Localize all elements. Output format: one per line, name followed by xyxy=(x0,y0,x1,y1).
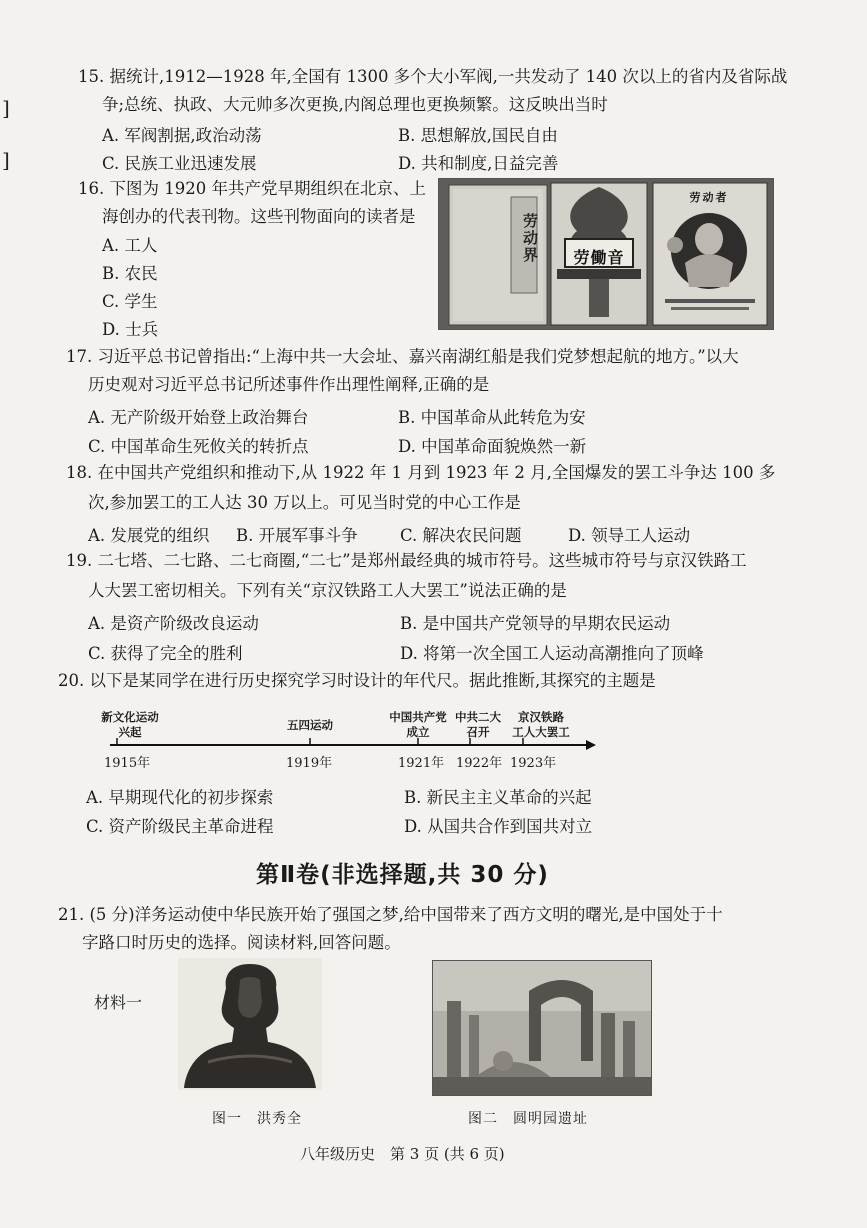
question-15-stem-line2: 争;总统、执政、大元帅多次更换,内阁总理也更换频繁。这反映出当时 xyxy=(102,95,608,114)
question-17-option-b[interactable]: B. 中国革命从此转危为安 xyxy=(398,408,586,427)
question-19-option-b[interactable]: B. 是中国共产党领导的早期农民运动 xyxy=(400,614,671,633)
question-15-option-d[interactable]: D. 共和制度,日益完善 xyxy=(398,154,559,173)
timeline-event-label: 工人大罢工 xyxy=(512,725,570,739)
question-16-stem-line1: 16. 下图为 1920 年共产党早期组织在北京、上 xyxy=(78,179,426,198)
question-20-option-a[interactable]: A. 早期现代化的初步探索 xyxy=(86,788,274,807)
timeline-event-1923 xyxy=(500,710,582,740)
question-17-stem-line1: 17. 习近平总书记曾指出:“上海中共一大会址、嘉兴南湖红船是我们党梦想起航的地方。”以大 xyxy=(66,347,739,366)
question-20-option-c[interactable]: C. 资产阶级民主革命进程 xyxy=(86,817,274,836)
question-19-stem-line1: 19. 二七塔、二七路、二七商圈,“二七”是郑州最经典的城市符号。这些城市符号与京汉铁路工 xyxy=(66,551,747,570)
timeline-year-1922: 1922年 xyxy=(456,756,503,771)
hong-xiuquan-bust-illustration xyxy=(178,958,322,1090)
question-17-stem-line2: 历史观对习近平总书记所述事件作出理性阐释,正确的是 xyxy=(88,375,490,394)
question-16-option-a[interactable]: A. 工人 xyxy=(102,236,158,255)
question-19-option-d[interactable]: D. 将第一次全国工人运动高潮推向了顶峰 xyxy=(400,644,704,663)
question-20-option-b[interactable]: B. 新民主主义革命的兴起 xyxy=(404,788,592,807)
magazine-left-title: 劳动界 xyxy=(523,212,539,264)
question-20-stem-line1: 20. 以下是某同学在进行历史探究学习时设计的年代尺。据此推断,其探究的主题是 xyxy=(58,671,656,690)
question-21-stem-line1: 21. (5 分)洋务运动使中华民族开始了强国之梦,给中国带来了西方文明的曙光,是中国处于十 xyxy=(58,905,723,924)
timeline-year-1919: 1919年 xyxy=(286,756,333,771)
question-17-option-a[interactable]: A. 无产阶级开始登上政治舞台 xyxy=(88,408,309,427)
hong-xiuquan-figure xyxy=(178,958,322,1090)
magazine-middle-title: 劳働音 xyxy=(573,248,625,267)
question-16-option-b[interactable]: B. 农民 xyxy=(102,264,158,283)
question-18-option-c[interactable]: C. 解决农民问题 xyxy=(400,526,522,545)
timeline-event-label: 中共二大 xyxy=(455,710,501,724)
question-21-stem-line2: 字路口时历史的选择。阅读材料,回答问题。 xyxy=(82,933,401,952)
magazine-covers-photo xyxy=(438,178,774,330)
timeline-event-label: 兴起 xyxy=(118,725,142,739)
question-18-stem-line1: 18. 在中国共产党组织和推动下,从 1922 年 1 月到 1923 年 2 月,全国爆发的罢工斗争达 100 多 xyxy=(66,463,776,482)
question-15-stem-line1: 15. 据统计,1912—1928 年,全国有 1300 多个大小军阀,一共发动了 140 次以上的省内及省际战 xyxy=(78,67,788,86)
question-19-option-a[interactable]: A. 是资产阶级改良运动 xyxy=(88,614,259,633)
figure-1-caption: 图一 洪秀全 xyxy=(212,1111,302,1127)
question-20-option-d[interactable]: D. 从国共合作到国共对立 xyxy=(404,817,593,836)
page-footer: 八年级历史 第 3 页 (共 6 页) xyxy=(300,1145,505,1163)
timeline-event-label: 五四运动 xyxy=(287,718,333,732)
timeline-event-label: 新文化运动 xyxy=(101,710,159,724)
question-15-option-a[interactable]: A. 军阀割据,政治动荡 xyxy=(102,126,262,145)
yuanmingyuan-ruins-figure xyxy=(432,960,652,1096)
question-18-option-a[interactable]: A. 发展党的组织 xyxy=(88,526,210,545)
question-16-option-c[interactable]: C. 学生 xyxy=(102,292,158,311)
section-2-title: 第Ⅱ卷(非选择题,共 30 分) xyxy=(256,862,549,888)
margin-bracket-mark: ] xyxy=(2,148,10,172)
magazine-right-title: 劳动者 xyxy=(689,191,729,204)
question-18-stem-line2: 次,参加罢工的工人达 30 万以上。可见当时党的中心工作是 xyxy=(88,493,521,512)
timeline-year-1921: 1921年 xyxy=(398,756,445,771)
question-19-option-c[interactable]: C. 获得了完全的胜利 xyxy=(88,644,243,663)
timeline-year-1923: 1923年 xyxy=(510,756,557,771)
timeline-event-1919 xyxy=(270,718,350,733)
timeline-event-label: 召开 xyxy=(466,725,490,739)
question-16-option-d[interactable]: D. 士兵 xyxy=(102,320,159,339)
timeline-event-label: 中国共产党 xyxy=(389,710,447,724)
yuanmingyuan-ruins-illustration xyxy=(433,961,651,1095)
question-17-option-d[interactable]: D. 中国革命面貌焕然一新 xyxy=(398,437,587,456)
margin-bracket-mark: ] xyxy=(2,96,10,120)
question-17-option-c[interactable]: C. 中国革命生死攸关的转折点 xyxy=(88,437,309,456)
question-15-option-b[interactable]: B. 思想解放,国民自由 xyxy=(398,126,558,145)
question-19-stem-line2: 人大罢工密切相关。下列有关“京汉铁路工人大罢工”说法正确的是 xyxy=(88,581,567,600)
question-16-stem-line2: 海创办的代表刊物。这些刊物面向的读者是 xyxy=(102,207,416,226)
timeline-event-label: 京汉铁路 xyxy=(518,710,564,724)
material-1-label: 材料一 xyxy=(94,993,143,1012)
question-15-option-c[interactable]: C. 民族工业迅速发展 xyxy=(102,154,257,173)
figure-2-caption: 图二 圆明园遗址 xyxy=(468,1111,588,1127)
timeline-year-1915: 1915年 xyxy=(104,756,151,771)
timeline-event-label: 成立 xyxy=(406,725,430,739)
question-18-option-d[interactable]: D. 领导工人运动 xyxy=(568,526,691,545)
timeline-event-1915 xyxy=(88,710,172,740)
question-18-option-b[interactable]: B. 开展军事斗争 xyxy=(236,526,358,545)
